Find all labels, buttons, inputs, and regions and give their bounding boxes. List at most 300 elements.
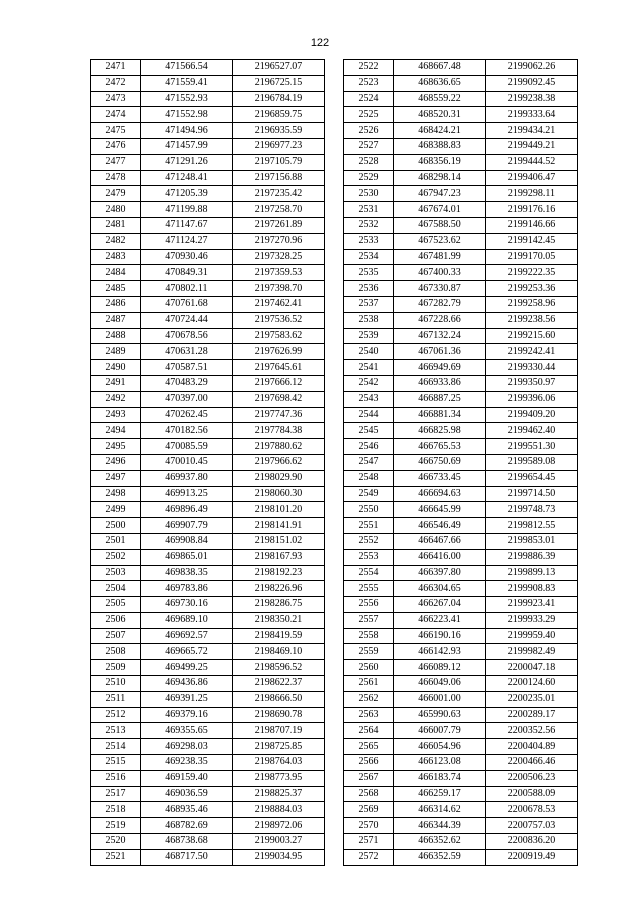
x-coordinate-cell: 466049.06 [394,676,486,692]
point-number-cell: 2485 [91,281,141,297]
point-number-cell: 2479 [91,186,141,202]
y-coordinate-cell: 2199406.47 [486,170,578,186]
y-coordinate-cell: 2198725.85 [233,739,325,755]
y-coordinate-cell: 2198286.75 [233,597,325,613]
table-row [91,170,325,186]
table-row [344,486,578,502]
y-coordinate-cell: 2198101.20 [233,502,325,518]
x-coordinate-cell: 466887.25 [394,391,486,407]
point-number-cell: 2535 [344,265,394,281]
point-number-cell: 2488 [91,328,141,344]
table-row [344,265,578,281]
point-number-cell: 2526 [344,123,394,139]
y-coordinate-cell: 2198825.37 [233,786,325,802]
table-row [91,533,325,549]
x-coordinate-cell: 467674.01 [394,202,486,218]
point-number-cell: 2566 [344,755,394,771]
y-coordinate-cell: 2199238.56 [486,312,578,328]
point-number-cell: 2505 [91,597,141,613]
x-coordinate-cell: 468738.68 [141,834,233,850]
x-coordinate-cell: 467228.66 [394,312,486,328]
table-row [344,549,578,565]
x-coordinate-cell: 471559.41 [141,75,233,91]
table-row [91,123,325,139]
x-coordinate-cell: 466825.98 [394,423,486,439]
table-row [344,407,578,423]
point-number-cell: 2474 [91,107,141,123]
point-number-cell: 2476 [91,138,141,154]
table-row [91,849,325,865]
point-number-cell: 2512 [91,707,141,723]
x-coordinate-cell: 471552.98 [141,107,233,123]
y-coordinate-cell: 2199034.95 [233,849,325,865]
x-coordinate-cell: 468717.50 [141,849,233,865]
point-number-cell: 2543 [344,391,394,407]
table-row [91,391,325,407]
point-number-cell: 2518 [91,802,141,818]
x-coordinate-cell: 471124.27 [141,233,233,249]
point-number-cell: 2489 [91,344,141,360]
y-coordinate-cell: 2199222.35 [486,265,578,281]
table-row [344,296,578,312]
y-coordinate-cell: 2197270.96 [233,233,325,249]
table-row [344,454,578,470]
y-coordinate-cell: 2199350.97 [486,375,578,391]
y-coordinate-cell: 2199258.96 [486,296,578,312]
table-row [344,676,578,692]
y-coordinate-cell: 2199748.73 [486,502,578,518]
y-coordinate-cell: 2198773.95 [233,770,325,786]
table-row [91,691,325,707]
point-number-cell: 2539 [344,328,394,344]
point-number-cell: 2555 [344,581,394,597]
y-coordinate-cell: 2199333.64 [486,107,578,123]
y-coordinate-cell: 2200289.17 [486,707,578,723]
table-row [344,186,578,202]
table-row [91,423,325,439]
x-coordinate-cell: 468424.21 [394,123,486,139]
x-coordinate-cell: 466694.63 [394,486,486,502]
x-coordinate-cell: 471205.39 [141,186,233,202]
y-coordinate-cell: 2196725.15 [233,75,325,91]
x-coordinate-cell: 471552.93 [141,91,233,107]
point-number-cell: 2483 [91,249,141,265]
x-coordinate-cell: 470761.68 [141,296,233,312]
x-coordinate-cell: 469159.40 [141,770,233,786]
y-coordinate-cell: 2199396.06 [486,391,578,407]
point-number-cell: 2545 [344,423,394,439]
table-row [344,249,578,265]
point-number-cell: 2552 [344,533,394,549]
point-number-cell: 2502 [91,549,141,565]
y-coordinate-cell: 2200506.23 [486,770,578,786]
table-row [344,707,578,723]
table-row [344,391,578,407]
x-coordinate-cell: 468356.19 [394,154,486,170]
table-row [91,518,325,534]
point-number-cell: 2495 [91,439,141,455]
y-coordinate-cell: 2199853.01 [486,533,578,549]
y-coordinate-cell: 2196977.23 [233,138,325,154]
y-coordinate-cell: 2199238.38 [486,91,578,107]
x-coordinate-cell: 471199.88 [141,202,233,218]
y-coordinate-cell: 2197105.79 [233,154,325,170]
y-coordinate-cell: 2197747.36 [233,407,325,423]
x-coordinate-cell: 469436.86 [141,676,233,692]
x-coordinate-cell: 466142.93 [394,644,486,660]
table-row [91,138,325,154]
y-coordinate-cell: 2198596.52 [233,660,325,676]
table-row [344,439,578,455]
table-row [91,597,325,613]
x-coordinate-cell: 466933.86 [394,375,486,391]
y-coordinate-cell: 2199714.50 [486,486,578,502]
y-coordinate-cell: 2197880.62 [233,439,325,455]
x-coordinate-cell: 469913.25 [141,486,233,502]
x-coordinate-cell: 469896.49 [141,502,233,518]
point-number-cell: 2544 [344,407,394,423]
y-coordinate-cell: 2199146.66 [486,217,578,233]
point-number-cell: 2528 [344,154,394,170]
point-number-cell: 2556 [344,597,394,613]
x-coordinate-cell: 468298.14 [394,170,486,186]
y-coordinate-cell: 2197235.42 [233,186,325,202]
point-number-cell: 2475 [91,123,141,139]
table-row [344,597,578,613]
point-number-cell: 2519 [91,818,141,834]
table-row [344,107,578,123]
point-number-cell: 2562 [344,691,394,707]
y-coordinate-cell: 2200124.60 [486,676,578,692]
y-coordinate-cell: 2200047.18 [486,660,578,676]
point-number-cell: 2482 [91,233,141,249]
table-row [91,454,325,470]
table-row [91,644,325,660]
table-row [344,770,578,786]
point-number-cell: 2492 [91,391,141,407]
point-number-cell: 2572 [344,849,394,865]
x-coordinate-cell: 466397.80 [394,565,486,581]
point-number-cell: 2481 [91,217,141,233]
x-coordinate-cell: 471147.67 [141,217,233,233]
point-number-cell: 2517 [91,786,141,802]
table-row [91,565,325,581]
point-number-cell: 2569 [344,802,394,818]
table-row [344,739,578,755]
x-coordinate-cell: 467061.36 [394,344,486,360]
point-number-cell: 2511 [91,691,141,707]
y-coordinate-cell: 2199899.13 [486,565,578,581]
y-coordinate-cell: 2198622.37 [233,676,325,692]
y-coordinate-cell: 2196527.07 [233,60,325,76]
x-coordinate-cell: 469391.25 [141,691,233,707]
x-coordinate-cell: 467947.23 [394,186,486,202]
y-coordinate-cell: 2198690.78 [233,707,325,723]
point-number-cell: 2471 [91,60,141,76]
y-coordinate-cell: 2199215.60 [486,328,578,344]
x-coordinate-cell: 467523.62 [394,233,486,249]
y-coordinate-cell: 2198469.10 [233,644,325,660]
y-coordinate-cell: 2197359.53 [233,265,325,281]
x-coordinate-cell: 469036.59 [141,786,233,802]
x-coordinate-cell: 470724.44 [141,312,233,328]
x-coordinate-cell: 469665.72 [141,644,233,660]
point-number-cell: 2515 [91,755,141,771]
point-number-cell: 2531 [344,202,394,218]
y-coordinate-cell: 2199092.45 [486,75,578,91]
point-number-cell: 2558 [344,628,394,644]
y-coordinate-cell: 2197698.42 [233,391,325,407]
coordinates-table-left [90,59,325,866]
y-coordinate-cell: 2197966.62 [233,454,325,470]
y-coordinate-cell: 2198707.19 [233,723,325,739]
y-coordinate-cell: 2199812.55 [486,518,578,534]
point-number-cell: 2504 [91,581,141,597]
x-coordinate-cell: 469865.01 [141,549,233,565]
point-number-cell: 2561 [344,676,394,692]
x-coordinate-cell: 466267.04 [394,597,486,613]
y-coordinate-cell: 2197536.52 [233,312,325,328]
y-coordinate-cell: 2198350.21 [233,612,325,628]
table-row [344,60,578,76]
y-coordinate-cell: 2197784.38 [233,423,325,439]
x-coordinate-cell: 466190.16 [394,628,486,644]
y-coordinate-cell: 2197328.25 [233,249,325,265]
table-row [344,533,578,549]
y-coordinate-cell: 2199551.30 [486,439,578,455]
table-row [91,723,325,739]
point-number-cell: 2514 [91,739,141,755]
x-coordinate-cell: 471494.96 [141,123,233,139]
y-coordinate-cell: 2198141.91 [233,518,325,534]
x-coordinate-cell: 468636.65 [394,75,486,91]
x-coordinate-cell: 466007.79 [394,723,486,739]
y-coordinate-cell: 2198972.06 [233,818,325,834]
x-coordinate-cell: 470085.59 [141,439,233,455]
table-row [344,691,578,707]
table-row [91,233,325,249]
x-coordinate-cell: 469937.80 [141,470,233,486]
y-coordinate-cell: 2198060.30 [233,486,325,502]
y-coordinate-cell: 2200836.20 [486,834,578,850]
table-row [344,281,578,297]
y-coordinate-cell: 2196935.59 [233,123,325,139]
y-coordinate-cell: 2197156.88 [233,170,325,186]
y-coordinate-cell: 2199933.29 [486,612,578,628]
table-row [344,75,578,91]
y-coordinate-cell: 2198192.23 [233,565,325,581]
y-coordinate-cell: 2199462.40 [486,423,578,439]
x-coordinate-cell: 467132.24 [394,328,486,344]
x-coordinate-cell: 466304.65 [394,581,486,597]
table-row [344,628,578,644]
coordinates-table-right [343,59,578,866]
table-row [344,802,578,818]
x-coordinate-cell: 469838.35 [141,565,233,581]
y-coordinate-cell: 2197645.61 [233,360,325,376]
table-row [91,249,325,265]
point-number-cell: 2551 [344,518,394,534]
table-row [344,818,578,834]
table-row [91,755,325,771]
x-coordinate-cell: 466352.62 [394,834,486,850]
x-coordinate-cell: 467481.99 [394,249,486,265]
point-number-cell: 2557 [344,612,394,628]
x-coordinate-cell: 470802.11 [141,281,233,297]
x-coordinate-cell: 466881.34 [394,407,486,423]
y-coordinate-cell: 2198151.02 [233,533,325,549]
y-coordinate-cell: 2199444.52 [486,154,578,170]
x-coordinate-cell: 470678.56 [141,328,233,344]
point-number-cell: 2478 [91,170,141,186]
x-coordinate-cell: 466546.49 [394,518,486,534]
y-coordinate-cell: 2200404.89 [486,739,578,755]
table-row [344,786,578,802]
x-coordinate-cell: 469783.86 [141,581,233,597]
y-coordinate-cell: 2196784.19 [233,91,325,107]
y-coordinate-cell: 2197398.70 [233,281,325,297]
point-number-cell: 2540 [344,344,394,360]
table-row [91,360,325,376]
x-coordinate-cell: 471248.41 [141,170,233,186]
y-coordinate-cell: 2197583.62 [233,328,325,344]
point-number-cell: 2548 [344,470,394,486]
table-row [91,707,325,723]
y-coordinate-cell: 2198167.93 [233,549,325,565]
x-coordinate-cell: 466645.99 [394,502,486,518]
y-coordinate-cell: 2199886.39 [486,549,578,565]
point-number-cell: 2503 [91,565,141,581]
point-number-cell: 2521 [91,849,141,865]
y-coordinate-cell: 2199176.16 [486,202,578,218]
y-coordinate-cell: 2197261.89 [233,217,325,233]
y-coordinate-cell: 2199062.26 [486,60,578,76]
table-row [344,375,578,391]
x-coordinate-cell: 467282.79 [394,296,486,312]
table-row [344,344,578,360]
table-row [91,407,325,423]
table-row [344,565,578,581]
point-number-cell: 2537 [344,296,394,312]
table-row [91,265,325,281]
x-coordinate-cell: 471457.99 [141,138,233,154]
table-row [344,123,578,139]
table-row [344,518,578,534]
x-coordinate-cell: 469908.84 [141,533,233,549]
y-coordinate-cell: 2199170.05 [486,249,578,265]
x-coordinate-cell: 469355.65 [141,723,233,739]
table-row [91,834,325,850]
point-number-cell: 2472 [91,75,141,91]
x-coordinate-cell: 471291.26 [141,154,233,170]
point-number-cell: 2550 [344,502,394,518]
table-row [91,470,325,486]
point-number-cell: 2491 [91,375,141,391]
x-coordinate-cell: 470587.51 [141,360,233,376]
y-coordinate-cell: 2198884.03 [233,802,325,818]
x-coordinate-cell: 467330.87 [394,281,486,297]
point-number-cell: 2527 [344,138,394,154]
x-coordinate-cell: 467588.50 [394,217,486,233]
y-coordinate-cell: 2198029.90 [233,470,325,486]
y-coordinate-cell: 2198764.03 [233,755,325,771]
table-row [344,612,578,628]
y-coordinate-cell: 2199908.83 [486,581,578,597]
y-coordinate-cell: 2199654.45 [486,470,578,486]
y-coordinate-cell: 2197258.70 [233,202,325,218]
table-row [344,470,578,486]
y-coordinate-cell: 2197626.99 [233,344,325,360]
y-coordinate-cell: 2198666.50 [233,691,325,707]
point-number-cell: 2568 [344,786,394,802]
table-row [344,849,578,865]
table-row [91,344,325,360]
x-coordinate-cell: 469689.10 [141,612,233,628]
table-row [91,75,325,91]
x-coordinate-cell: 466259.17 [394,786,486,802]
point-number-cell: 2497 [91,470,141,486]
x-coordinate-cell: 470010.45 [141,454,233,470]
y-coordinate-cell: 2199982.49 [486,644,578,660]
point-number-cell: 2563 [344,707,394,723]
table-row [344,834,578,850]
x-coordinate-cell: 466089.12 [394,660,486,676]
table-row [91,581,325,597]
table-row [91,328,325,344]
table-row [91,296,325,312]
table-row [91,107,325,123]
point-number-cell: 2484 [91,265,141,281]
table-row [344,660,578,676]
x-coordinate-cell: 470182.56 [141,423,233,439]
x-coordinate-cell: 469379.16 [141,707,233,723]
x-coordinate-cell: 466183.74 [394,770,486,786]
x-coordinate-cell: 468559.22 [394,91,486,107]
table-row [91,486,325,502]
point-number-cell: 2547 [344,454,394,470]
point-number-cell: 2477 [91,154,141,170]
x-coordinate-cell: 469298.03 [141,739,233,755]
y-coordinate-cell: 2200757.03 [486,818,578,834]
point-number-cell: 2532 [344,217,394,233]
y-coordinate-cell: 2199253.36 [486,281,578,297]
point-number-cell: 2529 [344,170,394,186]
table-row [344,644,578,660]
table-row [91,802,325,818]
table-row [91,439,325,455]
y-coordinate-cell: 2197462.41 [233,296,325,312]
point-number-cell: 2567 [344,770,394,786]
x-coordinate-cell: 466467.66 [394,533,486,549]
point-number-cell: 2494 [91,423,141,439]
y-coordinate-cell: 2198226.96 [233,581,325,597]
point-number-cell: 2553 [344,549,394,565]
table-row [344,233,578,249]
x-coordinate-cell: 470930.46 [141,249,233,265]
point-number-cell: 2493 [91,407,141,423]
point-number-cell: 2508 [91,644,141,660]
y-coordinate-cell: 2199242.41 [486,344,578,360]
point-number-cell: 2498 [91,486,141,502]
table-row [344,154,578,170]
y-coordinate-cell: 2198419.59 [233,628,325,644]
table-row [91,186,325,202]
point-number-cell: 2538 [344,312,394,328]
point-number-cell: 2560 [344,660,394,676]
x-coordinate-cell: 468782.69 [141,818,233,834]
x-coordinate-cell: 468388.83 [394,138,486,154]
page-number: 122 [310,37,330,49]
